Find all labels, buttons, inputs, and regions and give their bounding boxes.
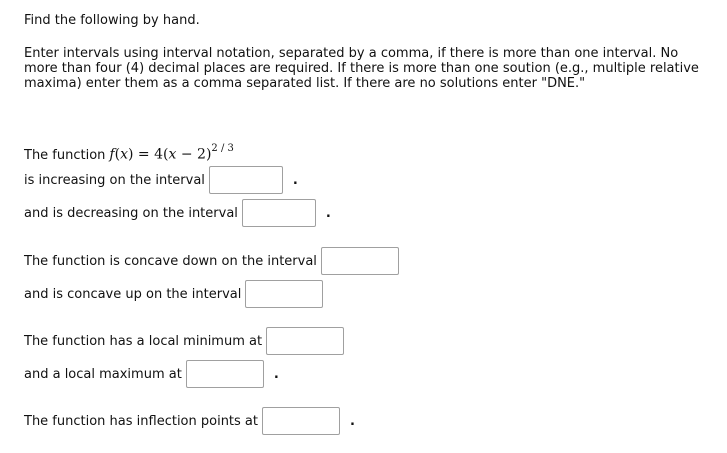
local-max-input[interactable] [186,360,264,388]
concave-up-row [24,278,323,310]
increasing-row [24,164,298,196]
inflection-points-input[interactable] [262,407,340,435]
concave-up-interval-input[interactable] [245,280,323,308]
increasing-label: is increasing on the interval [24,172,205,188]
decreasing-label: and is decreasing on the interval [24,205,238,221]
local-max-row [24,358,279,390]
concave-down-label: The function is concave down on the interval [24,253,317,269]
decreasing-interval-input[interactable] [242,199,316,227]
instructions-title: Find the following by hand. [24,13,200,28]
inflection-period: . [350,413,355,429]
function-label: The function [24,147,106,163]
inflection-row [24,405,355,437]
local-min-input[interactable] [266,327,344,355]
decreasing-period: . [325,205,331,221]
increasing-period: . [292,172,298,188]
instructions-paragraph: Enter intervals using interval notation, separated by a comma, if there is more than one interval. No more than four (4) decimal places are required. If there is more than one soution (e.g., multiple relative maxima) enter them as a comma separated list. If there are no solutions enter "DNE." [24,46,699,91]
function-formula: $f(x) = 4(x - 2)^{2 / 3}$ [109,143,234,163]
concave-down-interval-input[interactable] [321,247,399,275]
local-min-row [24,325,344,357]
inflection-label: The function has inflection points at [24,413,258,429]
decreasing-row [24,197,331,229]
local-min-label: The function has a local minimum at [24,333,263,349]
increasing-interval-input[interactable] [209,166,283,194]
concave-up-label: and is concave up on the interval [24,286,242,302]
function-exponent: 2 / 3 [211,143,234,154]
local-max-label: and a local maximum at [24,366,182,382]
local-max-period: . [273,366,279,382]
concave-down-row [24,245,399,277]
function-statement [24,143,234,163]
